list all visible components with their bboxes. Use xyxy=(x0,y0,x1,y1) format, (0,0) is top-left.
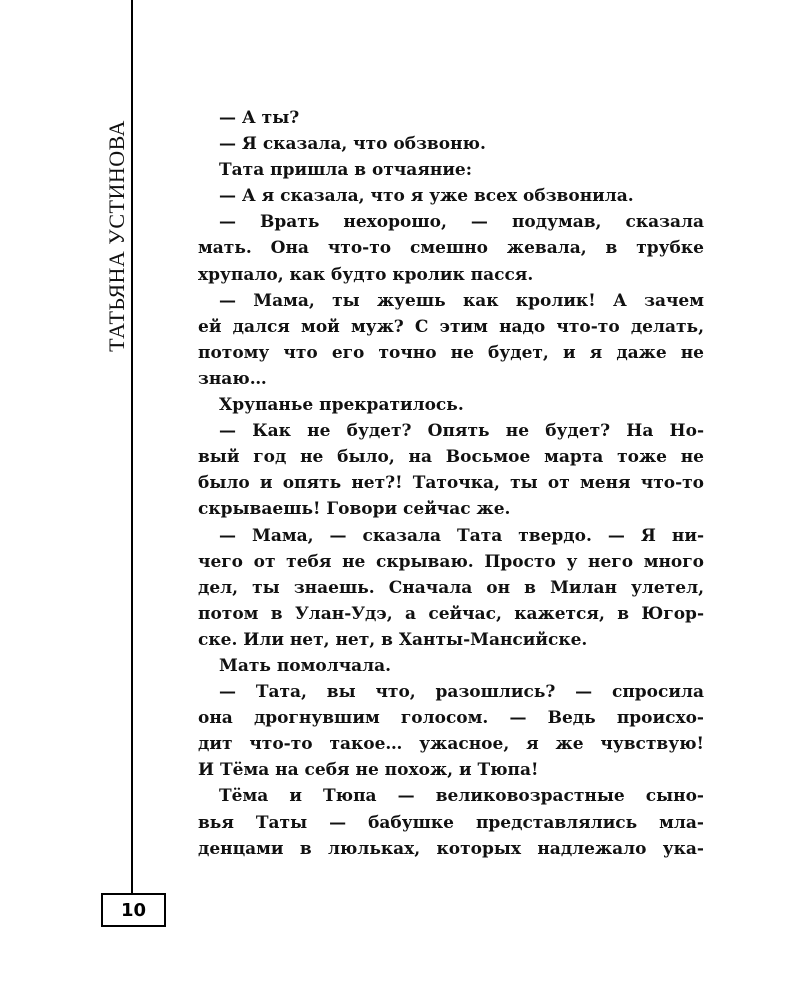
text-line: скрываешь! Говори сейчас же. xyxy=(198,499,511,520)
text-line: Мать помолчала. xyxy=(219,655,392,676)
text-line: было и опять нет?! Таточка, ты от меня что-то xyxy=(198,473,704,494)
page-number-box xyxy=(101,893,166,927)
text-line: И Тёма на себя не похож, и Тюпа! xyxy=(198,760,539,781)
text-line: — Мама, ты жуешь как кролик! А зачем xyxy=(219,290,704,311)
text-line: знаю… xyxy=(198,368,267,389)
text-line: — Тата, вы что, разошлись? — спросила xyxy=(219,682,704,703)
text-line: денцами в люльках, которых надлежало ука- xyxy=(198,838,704,859)
text-line: чего от тебя не скрываю. Просто у него много xyxy=(198,551,704,572)
text-line: ей дался мой муж? С этим надо что-то делать, xyxy=(198,316,704,337)
text-line: Тата пришла в отчаяние: xyxy=(219,160,473,181)
text-line: — Как не будет? Опять не будет? На Но- xyxy=(219,421,704,442)
text-line: потом в Улан-Удэ, а сейчас, кажется, в Югор- xyxy=(198,603,704,624)
text-line: дел, ты знаешь. Сначала он в Милан улетел, xyxy=(198,577,704,598)
text-line: мать. Она что-то смешно жевала, в трубке xyxy=(198,238,704,259)
text-line: — А ты? xyxy=(219,108,300,128)
body-text xyxy=(198,105,704,862)
running-head-author: ТАТЬЯНА УСТИНОВА xyxy=(104,120,129,352)
text-line: — Мама, — сказала Тата твердо. — Я ни- xyxy=(219,525,704,546)
text-line: вья Таты — бабушке представлялись мла- xyxy=(198,812,704,833)
text-line: она дрогнувшим голосом. — Ведь происхо- xyxy=(198,708,704,729)
text-line: — Врать нехорошо, — подумав, сказала xyxy=(219,212,704,233)
margin-rule xyxy=(131,0,133,893)
text-line: — Я сказала, что обзвоню. xyxy=(219,134,486,155)
text-line: вый год не было, на Восьмое марта тоже не xyxy=(198,447,704,468)
text-line: потому что его точно не будет, и я даже не xyxy=(198,342,704,363)
text-line: дит что-то такое… ужасное, я же чувствую! xyxy=(198,734,704,755)
page-number: 10 xyxy=(120,899,147,921)
text-line: Тёма и Тюпа — великовозрастные сыно- xyxy=(219,786,704,807)
text-line: ске. Или нет, нет, в Ханты-Мансийске. xyxy=(198,629,588,650)
text-line: Хрупанье прекратилось. xyxy=(219,395,464,416)
text-line: — А я сказала, что я уже всех обзвонила. xyxy=(219,186,634,207)
text-line: хрупало, как будто кролик пасся. xyxy=(198,264,534,285)
